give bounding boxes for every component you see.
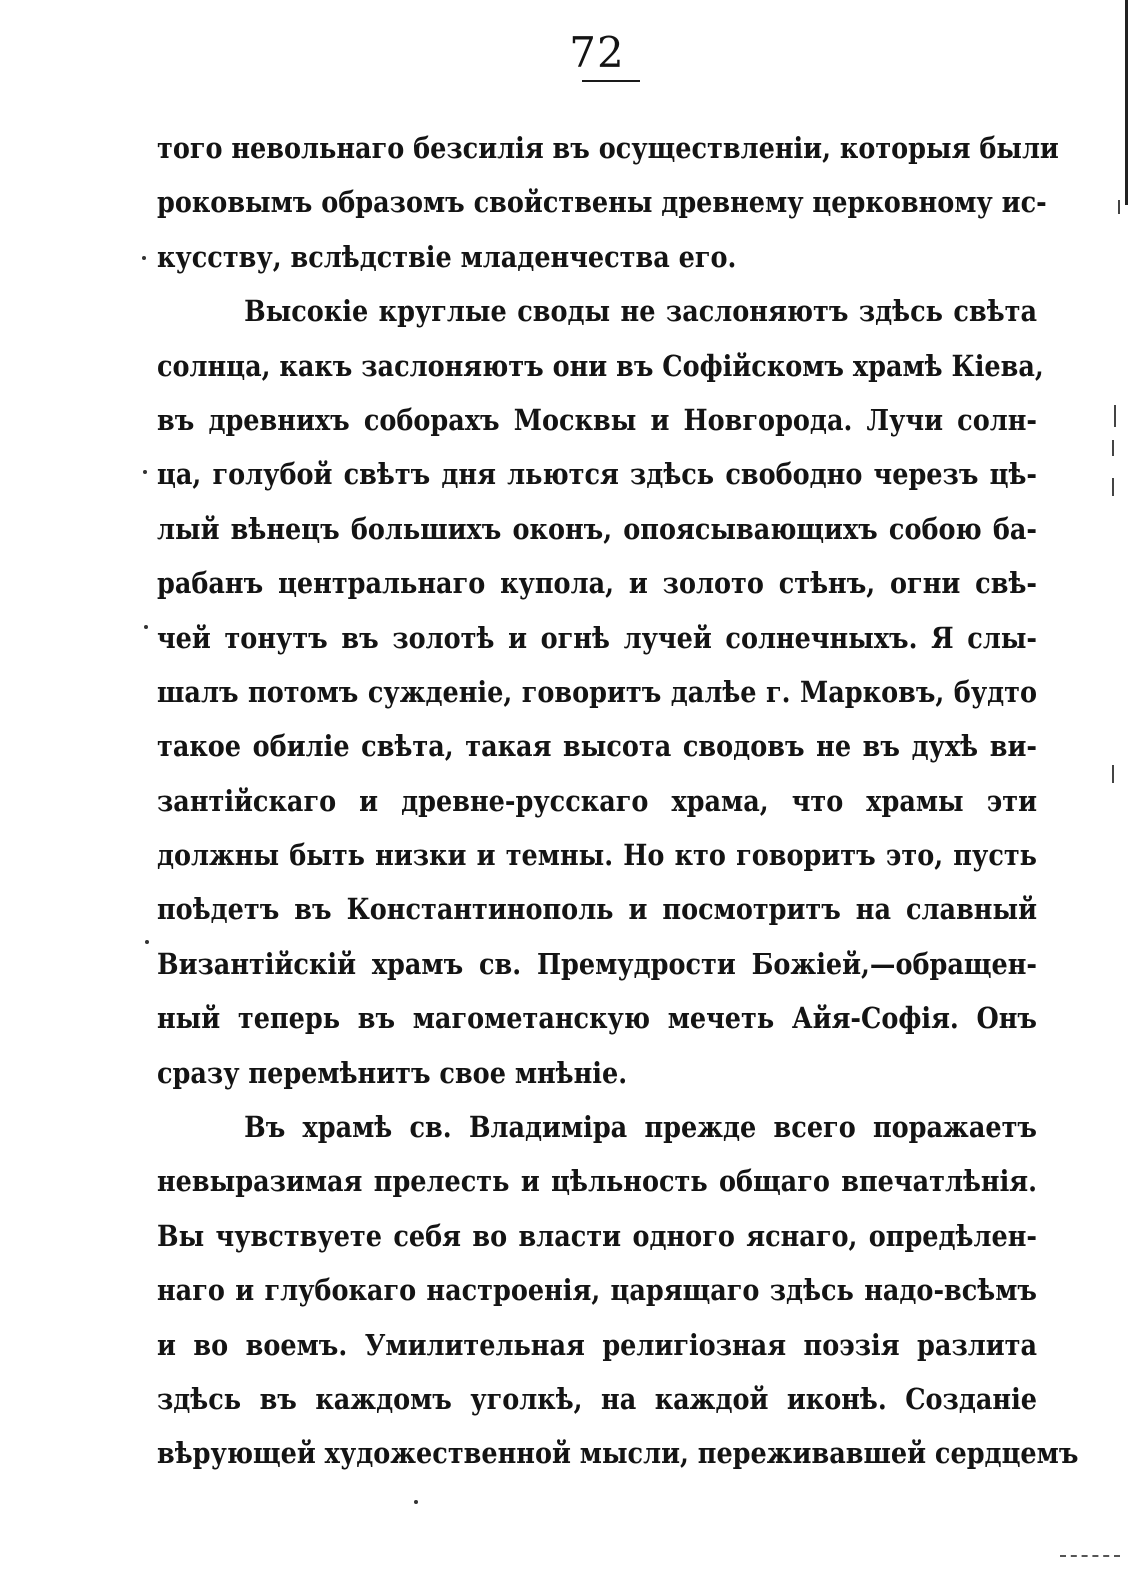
paragraph-start-line: Высокіе круглые своды не заслоняютъ здѣсь свѣта [244,294,1037,329]
scan-dot [143,470,147,474]
scan-mark [1114,405,1116,427]
text-line: Вы чувствуете себя во власти одного яснаго, опредѣлен- [157,1218,1037,1253]
text-line: чей тонутъ въ золотѣ и огнѣ лучей солнечныхъ. Я слы- [157,620,1037,655]
text-line: шалъ потомъ сужденіе, говоритъ далѣе г. Марковъ, будто [157,674,1037,709]
text-line: кусству, вслѣдствіе младенчества его. [157,239,737,274]
text-line: должны быть низки и темны. Но кто говоритъ это, пусть [157,838,1037,873]
text-line: зантійскаго и древне-русскаго храма, что храмы эти [157,783,1037,818]
text-line: того невольнаго безсилія въ осуществленіи, которыя были [157,131,1059,165]
scan-dot [145,940,149,944]
scan-dot [144,625,148,629]
text-line: вѣрующей художественной мысли, переживавшей сердцемъ [157,1436,1079,1471]
scan-dash [1060,1555,1120,1559]
scan-dot [142,256,146,260]
page-number-rule [582,80,640,82]
body-text [157,121,1079,1481]
scan-edge-mark [1125,0,1128,205]
text-line: солнца, какъ заслоняютъ они въ Софійскомъ храмѣ Кіева, [157,348,1044,383]
text-line: лый вѣнецъ большихъ оконъ, опоясывающихъ собою ба- [157,511,1037,546]
text-line: здѣсь въ каждомъ уголкѣ, на каждой иконѣ. Созданіе [157,1381,1037,1416]
page-number: 72 [569,28,625,77]
text-line: и во воемъ. Умилительная религіозная поэзія разлита [157,1327,1037,1362]
text-line: роковымъ образомъ свойствены древнему церковному ис- [157,185,1047,220]
text-line: поѣдетъ въ Константинополь и посмотритъ на славный [157,892,1037,927]
text-line: ный теперь въ магометанскую мечеть Айя-Софія. Онъ [157,1001,1037,1036]
text-line: такое обиліе свѣта, такая высота сводовъ не въ духѣ ви- [157,729,1037,764]
scan-mark [1112,440,1114,456]
text-line: невыразимая прелесть и цѣльность общаго впечатлѣнія. [157,1164,1037,1199]
scan-dot [414,1500,418,1504]
text-line: въ древнихъ соборахъ Москвы и Новгорода. Лучи солн- [157,402,1037,437]
text-line: рабанъ центральнаго купола, и золото стѣнъ, огни свѣ- [157,566,1037,601]
scan-mark [1118,200,1120,214]
text-line: ца, голубой свѣтъ дня льются здѣсь свободно черезъ цѣ- [157,457,1037,492]
text-line: Византійскій храмъ св. Премудрости Божіей,—обращен- [157,946,1037,981]
text-line: наго и глубокаго настроенія, царящаго здѣсь надо-всѣмъ [157,1273,1037,1308]
text-line: сразу перемѣнитъ свое мнѣніе. [157,1055,628,1090]
scan-mark [1112,478,1114,496]
paragraph-start-line: Въ храмѣ св. Владиміра прежде всего поражаетъ [244,1110,1037,1145]
scan-mark [1112,765,1114,783]
